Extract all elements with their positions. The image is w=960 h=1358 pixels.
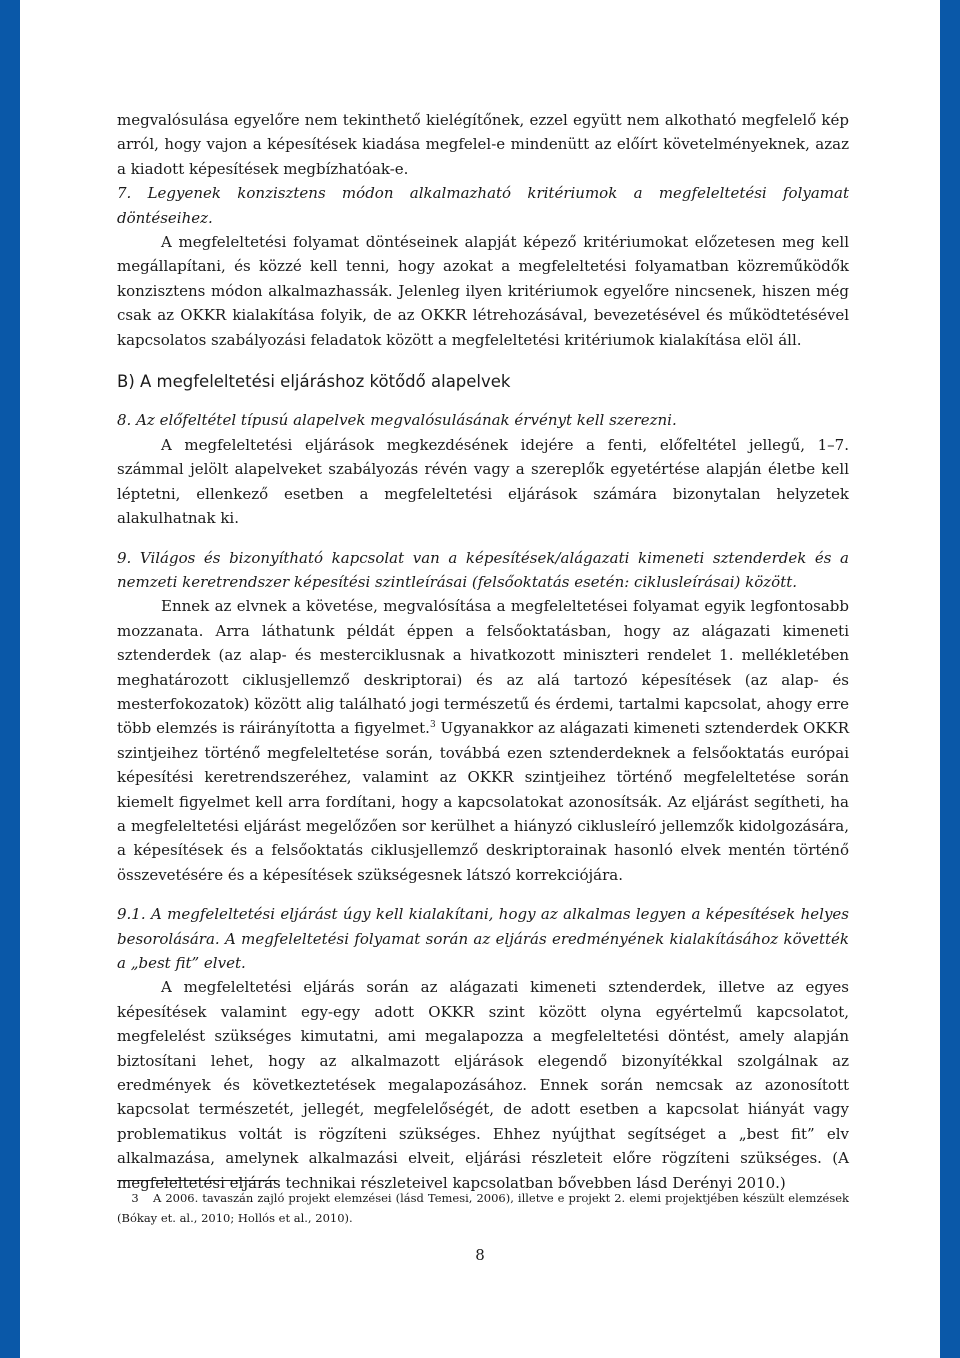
item-9-text-part-b: Ugyanakkor az alágazati kimeneti sztenderdek OKKR szintjeihez történő megfeleltetése során, továbbá ezen sztenderdeknek a felsőoktatás európai képesítési keretrendszeréhez, valamint az OKKR szintjeihez történő megfeleltetése során kiemelt figyelmet kell arra fordítani, hogy a kapcsolatokat azonosítsák. Az eljárást segítheti, ha a megfeleltetési eljárást megelőzően sor kerülhet a hiányzó ciklusleíró jellemzők kidolgozására, a képesítések és a felsőoktatás ciklusjellemző deskriptorainak hasonló elvek mentén történő összevetésére és a képesítések szükségesnek látszó korrekciójára. xyxy=(117,719,850,884)
footnote xyxy=(117,1188,849,1228)
item-7-title: 7. Legyenek konzisztens módon alkalmazható kritériumok a megfeleltetési folyamat döntéseihez. xyxy=(117,184,849,227)
item-9-title: 9. Világos és bizonyítható kapcsolat van a képesítések/alágazati kimeneti sztenderdek és a nemzeti keretrendszer képesítési szintleírásai (felsőoktatás esetén: ciklusleírásai) között. xyxy=(117,548,849,591)
footnote-number: 3 xyxy=(131,1191,139,1205)
section-b-heading: B) A megfeleltetési eljáráshoz kötődő alapelvek xyxy=(117,372,511,392)
intro-paragraph: megvalósulása egyelőre nem tekinthető kielégítőnek, ezzel együtt nem alkotható megfelelő kép arról, hogy vajon a képesítések kiadása megfelel-e mindenütt az előírt követelményeknek, azaz a kiadott képesítések megbízhatóak-e. xyxy=(117,111,849,178)
item-9-text-part-a: Ennek az elvnek a követése, megvalósítása a megfeleltetései folyamat egyik legfontosabb mozzanata. Arra láthatunk példát éppen a felsőoktatásban, hogy az alágazati kimeneti sztenderdek (az alap- és mesterciklusnak a hivatkozott miniszteri rendelet 1. mellékletében meghatározott ciklusjellemző deskriptorai) és az alá tartozó képesítések (az alap- és mesterfokozatok) között alig található jogi természetű és érdemi, tartalmi kapcsolat, ahogy erre több elemzés is ráirányította a figyelmet. xyxy=(117,597,849,738)
right-accent-bar xyxy=(940,0,960,1358)
item-9-text xyxy=(117,594,849,887)
item-8-title: 8. Az előfeltétel típusú alapelvek megvalósulásának érvényt kell szerezni. xyxy=(117,411,677,430)
item-9-1-text: A megfeleltetési eljárás során az alágazati kimeneti sztenderdek, illetve az egyes képesítések valamint egy-egy adott OKKR szint között olyna egyértelmű kapcsolatot, megfelelést szükséges kimutatni, ami megalapozza a megfeleltetési döntést, amely alapján biztosítani lehet, hogy az alkalmazott eljárások elegendő bizonyítékkal szolgálnak az eredmények és következtetések megalapozásához. Ennek során nemcsak az azonosított kapcsolat természetét, jellegét, megfelelőségét, de adott esetben a kapcsolat hiányát vagy problematikus voltát is rögzíteni szükséges. Ehhez nyújthat segítséget a „best fit” elv alkalmazása, amelynek alkalmazási elveit, eljárási részleteit előre rögzíteni szükséges. (A megfeleltetési eljárás technikai részleteivel kapcsolatban bővebben lásd Derényi 2010.) xyxy=(117,978,849,1192)
item-9-1-title: 9.1. A megfeleltetési eljárást úgy kell kialakítani, hogy az alkalmas legyen a képesítések helyes besorolására. A megfeleltetési folyamat során az eljárás eredményének kialakításához követték a „best fit” elvet. xyxy=(117,905,849,972)
footnote-text: A 2006. tavaszán zajló projekt elemzései (lásd Temesi, 2006), illetve e projekt 2. elemi projektjében készült elemzések (Bókay et. al., 2010; Hollós et al., 2010). xyxy=(117,1191,849,1225)
footnote-divider xyxy=(117,1180,277,1181)
footnote-ref[interactable]: 3 xyxy=(429,720,436,731)
document-body xyxy=(117,108,849,1195)
item-7-text: A megfeleltetési folyamat döntéseinek alapját képező kritériumokat előzetesen meg kell megállapítani, és közzé kell tenni, hogy azokat a megfeleltetési folyamatban közreműködők konzisztens módon alkalmazhassák. Jelenleg ilyen kritériumok egyelőre nincsenek, hiszen még csak az OKKR kialakítása folyik, de az OKKR létrehozásával, bevezetésével és működtetésével kapcsolatos szabályozási feladatok között a megfeleltetési kritériumok kialakítása elöl áll. xyxy=(117,233,849,349)
left-accent-bar xyxy=(0,0,20,1358)
item-8-text: A megfeleltetési eljárások megkezdésének idejére a fenti, előfeltétel jellegű, 1–7. számmal jelölt alapelveket szabályozás révén vagy a szereplők egyetértése alapján életbe kell léptetni, ellenkező esetben a megfeleltetési eljárások számára bizonytalan helyzetek alakulhatnak ki. xyxy=(117,435,849,528)
page-number: 8 xyxy=(475,1246,485,1264)
